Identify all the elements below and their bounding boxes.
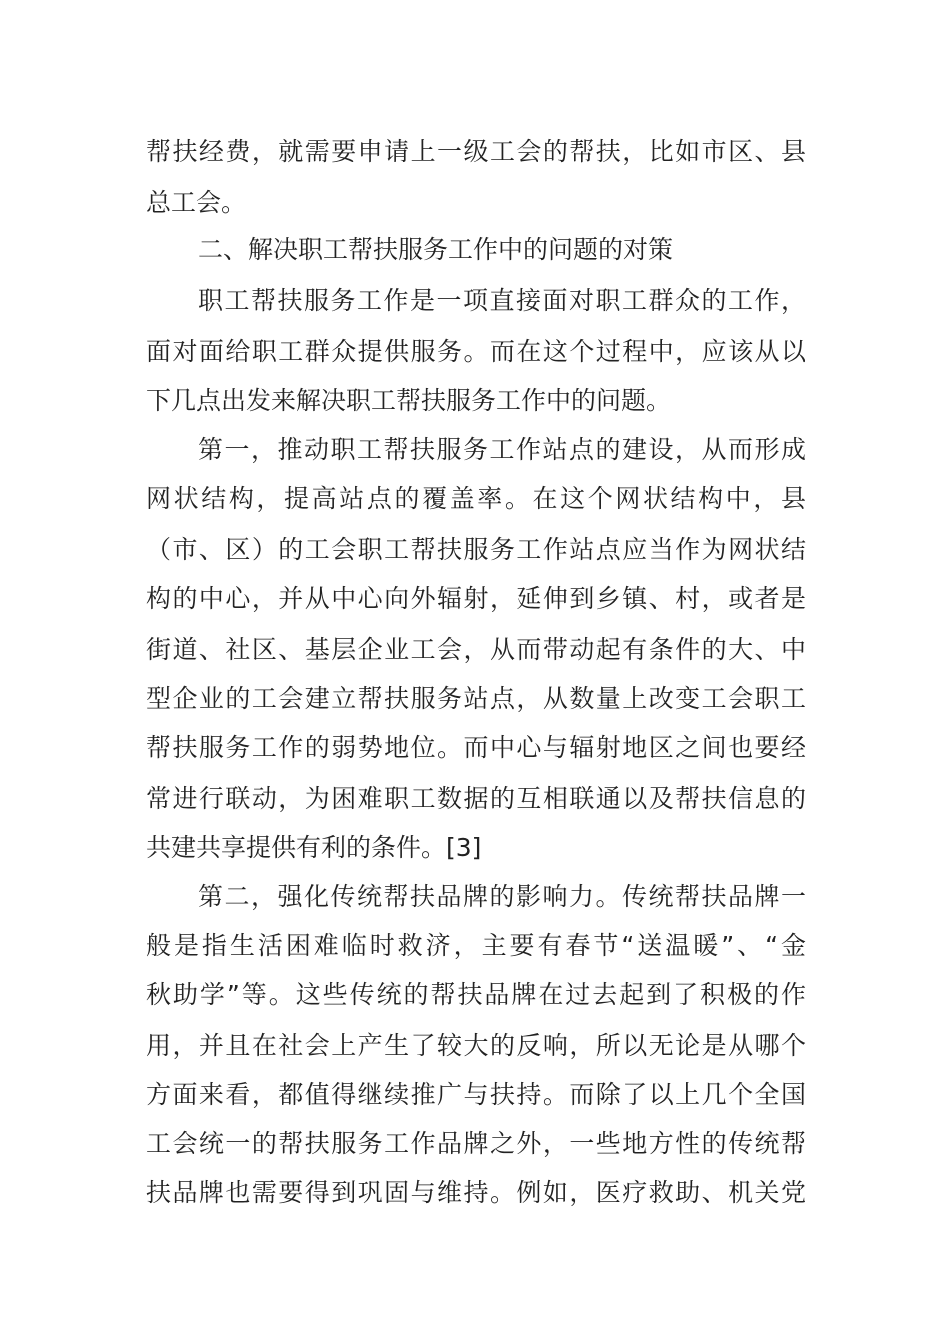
text-line: 用，并且在社会上产生了较大的反响，所以无论是从哪个: [146, 1031, 806, 1060]
text-line: 下几点出发来解决职工帮扶服务工作中的问题。: [146, 386, 672, 415]
text-line: 型企业的工会建立帮扶服务站点，从数量上改变工会职工: [146, 684, 806, 713]
text-line: 总工会。: [146, 188, 247, 217]
text-line: 方面来看，都值得继续推广与扶持。而除了以上几个全国: [146, 1080, 806, 1109]
text-line: 扶品牌也需要得到巩固与维持。例如，医疗救助、机关党: [146, 1178, 806, 1207]
text-line: 构的中心，并从中心向外辐射，延伸到乡镇、村，或者是: [146, 584, 806, 613]
text-line: 街道、社区、基层企业工会，从而带动起有条件的大、中: [146, 635, 806, 664]
text-line: 职工帮扶服务工作是一项直接面对职工群众的工作，: [198, 286, 806, 315]
text-line: 网状结构，提高站点的覆盖率。在这个网状结构中，县: [146, 484, 806, 513]
text-line: （市、区）的工会职工帮扶服务工作站点应当作为网状结: [146, 535, 806, 564]
text-line: 帮扶经费，就需要申请上一级工会的帮扶，比如市区、县: [146, 137, 806, 166]
text-line: 般是指生活困难临时救济，主要有春节“送温暖”、“金: [146, 931, 806, 960]
text-line: 帮扶服务工作的弱势地位。而中心与辐射地区之间也要经: [146, 733, 806, 762]
text-line: 常进行联动，为困难职工数据的互相联通以及帮扶信息的: [146, 784, 806, 813]
text-line: 共建共享提供有利的条件。[3]: [146, 833, 482, 862]
text-line: 秋助学”等。这些传统的帮扶品牌在过去起到了积极的作: [146, 980, 806, 1009]
text-line: 第一，推动职工帮扶服务工作站点的建设，从而形成: [198, 435, 806, 464]
text-line: 第二，强化传统帮扶品牌的影响力。传统帮扶品牌一: [198, 882, 806, 911]
text-line: 面对面给职工群众提供服务。而在这个过程中，应该从以: [146, 337, 806, 366]
section-heading: 二、解决职工帮扶服务工作中的问题的对策: [198, 235, 674, 264]
text-line: 工会统一的帮扶服务工作品牌之外，一些地方性的传统帮: [146, 1129, 806, 1158]
